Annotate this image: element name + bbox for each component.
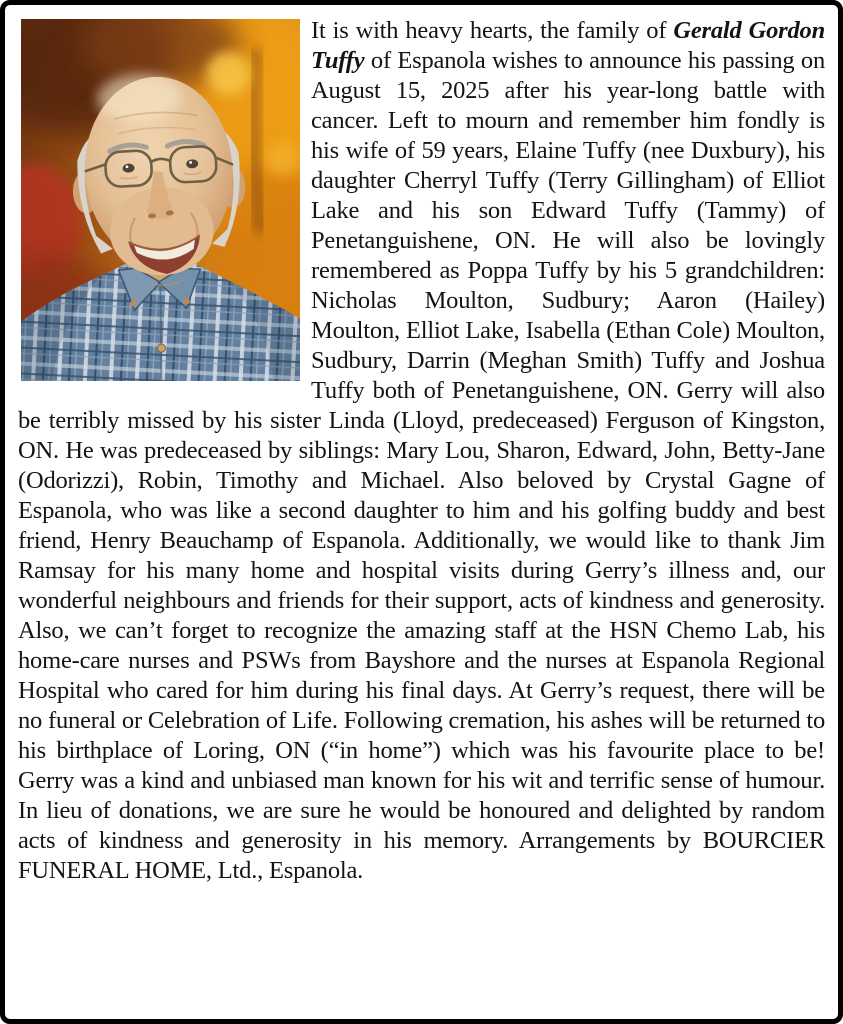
obituary-body — [18, 16, 825, 886]
deceased-photo — [21, 19, 300, 381]
portrait-illustration — [21, 19, 300, 381]
obituary-text-intro: It is with heavy hearts, the family of — [311, 17, 674, 44]
obituary-text-body: of Espanola wishes to announce his passing on August 15, 2025 after his year-long battle with cancer. Left to mourn and remember him fondly is his wife of 59 years, Elaine Tuffy (nee Duxbury), his daughter Cherryl Tuffy (Terry Gillingham) of Elliot Lake and his son Edward Tuffy (Tammy) of Penetanguishene, ON. He will also be lovingly remembered as Poppa Tuffy by his 5 grandchildren: Nicholas Moulton, Sudbury; Aaron (Hailey) Moulton, Elliot Lake, Isabella (Ethan Cole) Moulton, Sudbury, Darrin (Meghan Smith) Tuffy and Joshua Tuffy both of Penetanguishene, ON. Gerry will also be terribly missed by his sister Linda (Lloyd, predeceased) Ferguson of Kingston, ON. He was predeceased by siblings: Mary Lou, Sharon, Edward, John, Betty-Jane (Odorizzi), Robin, Timothy and Michael. Also beloved by Crystal Gagne of Espanola, who was like a second daughter to him and his golfing buddy and best friend, Henry Beauchamp of Espanola. Additionally, we would like to thank Jim Ramsay for his many home and hospital visits during Gerry’s illness and, our wonderful neighbours and friends for their support, acts of kindness and generosity. Also, we can’t forget to recognize the amazing staff at the HSN Chemo Lab, his home-care nurses and PSWs from Bayshore and the nurses at Espanola Regional Hospital who cared for him during his final days. At Gerry’s request, there will be no funeral or Celebration of Life. Following cremation, his ashes will be returned to his birthplace of Loring, ON (“in home”) which was his favourite place to be! Gerry was a kind and unbiased man known for his wit and terrific sense of humour. In lieu of donations, we are sure he would be honoured and delighted by random acts of kindness and generosity in his memory. Arrangements by BOURCIER FUNERAL HOME, Ltd., Espanola. — [18, 47, 825, 884]
deceased-name: Gerald Gordon Tuffy — [311, 17, 825, 74]
